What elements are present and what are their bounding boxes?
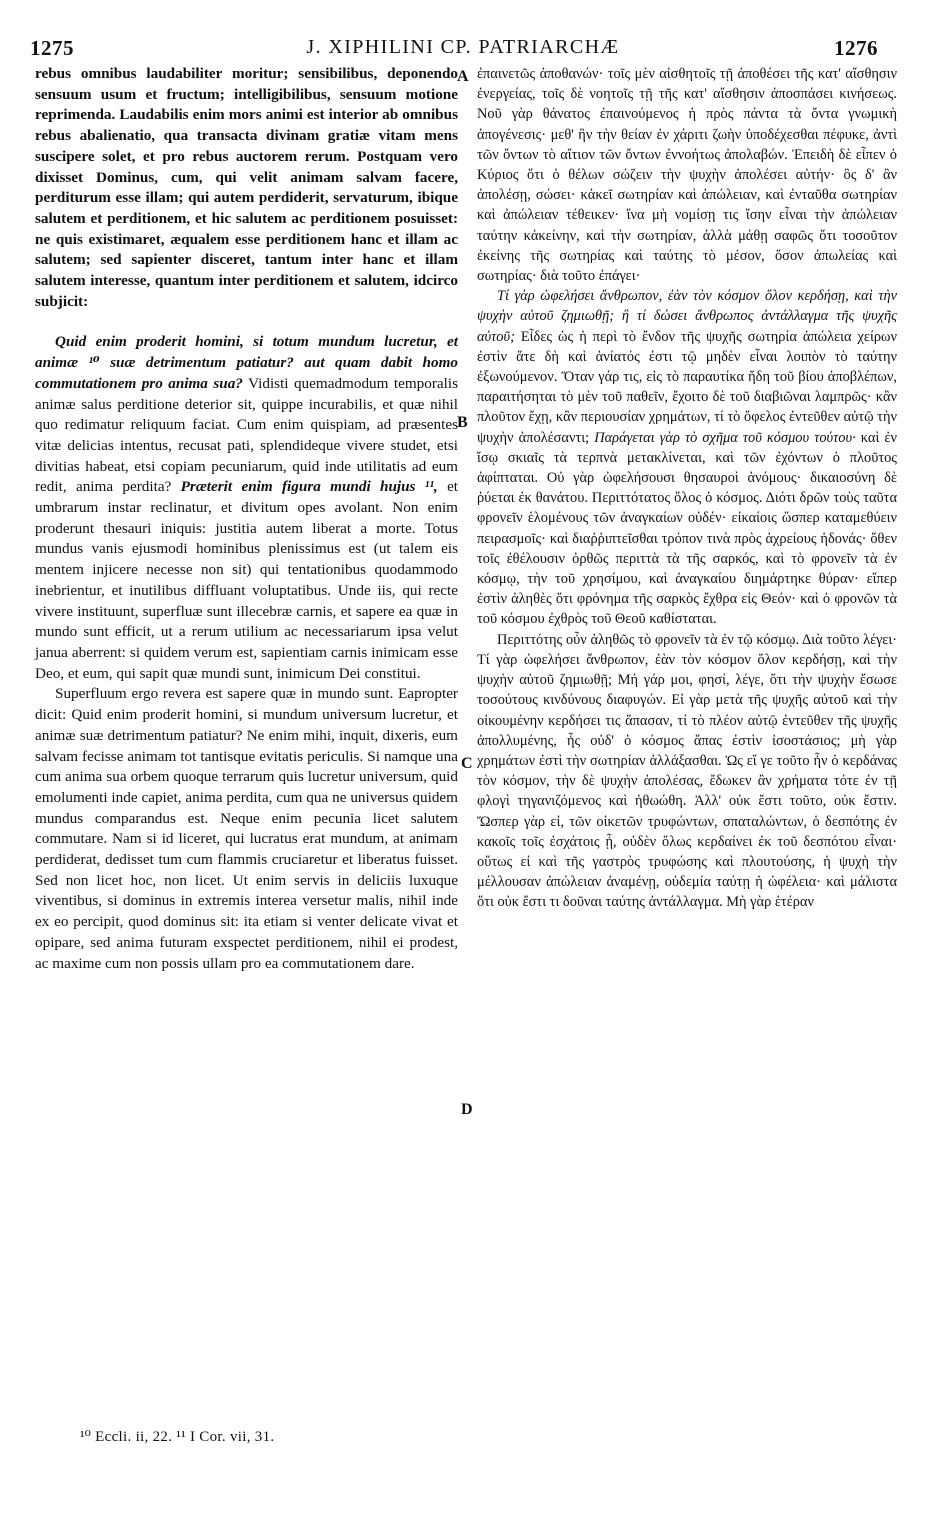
- latin-paragraph-2b: et umbrarum instar reclinatur, et divitum opes avolant. Non enim proderunt thesauri iniquis: justitia autem liberat a morte. Totus mundus vanis ejusmodi hominibus plenissimus est (ut talem eis mentem injicere necesse non sit) qui tentationibus quodammodo inebrientur, et inutilibus diffluant voluptatibus. Unde iis, qui recte vivere instituunt, superfluæ sunt illecebræ carnis, et sapere ea quæ in mundo sunt efficit, ut a rerum utilium ac necessariarum ipsa velut janua aberrent: si quidem verum est, sapientiam carnis inimicam esse Deo, et eum, qui sapit quæ mundi sunt, inimicum Dei constitui.: [35, 478, 459, 682]
- greek-column: [477, 64, 897, 913]
- margin-marker-b: B: [457, 414, 468, 431]
- latin-paragraph-3: Superfluum ergo revera est sapere quæ in mundo sunt. Eapropter dicit: Quid enim proderit homini, si mundum universum lucretur, et animæ suæ detrimentum patiatur? Ne enim mihi, inquit, dixeris, eum salvam fecisse animam tot tantisque evitatis periculis. Si namque una cum anima sua orbem quoque terrarum quis lucretur universum, quid emolumenti inde capiet, anima perdita, cum qua ne universus quidem mundus comparandus est. Neque enim pecunia licet salutem commutare. Nam si id liceret, qui lucratus erat mundum, at animam perdiderat, dedisset tum cum flammis cruciaretur et liberatus fuisset. Sed non licet hoc, non licet. Ut enim servis in deliciis luxuque viventibus, si dominus in extremis interea versetur malis, nihil inde ex eo percipit, quod dominus sit: ita etiam si venter delicate vivat et opipare, sed anima futuram exspectet perditionem, nihil ei prodest, ac maxime cum non possis ullam pro ea commutationem dare.: [35, 685, 458, 972]
- latin-paragraph-1: rebus omnibus laudabiliter moritur; sensibilibus, deponendo sensuum usum et fructum; intelligibilibus, sensuum motione reprimenda. Laudabilis enim mors animi est interior ab omnibus rebus abalienatio, qua transacta divinam gratiæ vitam mens suscipere solet, et pro rebus auctorem rerum. Postquam vero dixisset Dominus, cum, qui velit animam salvam facere, perditurum esse illam; qui autem perdiderit, servaturum, ibique salutem et perditionem, et hic salutem ac perditionem posuisset: ne quis existimaret, æqualem esse perditionem hanc et illam ac salutem; sed sapienter disceret, tantum inter hanc et illam salutem interesse, quantum inter perditionem et salutem, idcirco subjicit:: [35, 65, 458, 310]
- latin-paragraph-2: [35, 332, 458, 684]
- latin-paragraph-2a: Vidisti quemadmodum temporalis animæ salus perditione deterior sit, quippe incurabilis, et quæ nihil quo redimatur reliquum faciat. Cum enim quispiam, ad præsentes vitæ delicias intentus, recusat pati, splendideque vivere studet, etsi divitias habeat, etsi copiam pecuniarum, quid inde utilitatis ad eum redit, anima perdita?: [35, 374, 458, 496]
- greek-paragraph-2b: καὶ ἐν ἴσῳ σκιαῖς τὰ τερπνὰ μετακλίνεται, καὶ τῶν ἐχόντων ὁ πλοῦτος ἀφίπταται. Οὐ γὰρ ὠφελήσουσι θησαυροὶ ἀνόμους· δικαιοσύνη δὲ ῥύεται ἐκ θανάτου. Περιττότατος ὅλος ὁ κόσμος. Διότι δρῶν τοὺς ταῦτα φρονεῖν ἑλομένους τῶν ἀναγκαίων οὐδέν· εἰκαίοις ὥσπερ καταμεθύειν πειρασμοῖς· καὶ διαῤῥιπτεῖσθαι τρόπον τινὰ πρὸς ἀχρείους ἡδονάς· ὅθεν τοῖς ἐθέλουσιν ὀρθῶς περιττὰ τὰ τῆς σαρκός, καὶ τὸ φρονεῖν τὰ ἐν κόσμῳ, τὴν τοῦ χρησίμου, καὶ ἀναγκαίου διημάρτηκε θύραν· εἴπερ ἐστὶν ἀληθὲς ὅτι φρόνημα τῆς σαρκὸς ἔχθρα εἰς Θεόν· καὶ ὁ φρονῶν τὰ τοῦ κόσμου ἐχθρὸς τοῦ Θεοῦ καθίσταται.: [477, 429, 897, 628]
- greek-paragraph-3: Περιττότης οὖν ἀληθῶς τὸ φρονεῖν τὰ ἐν τῷ κόσμῳ. Διὰ τοῦτο λέγει· Τί γὰρ ὠφελήσει ἄνθρωπον, ἐὰν τὸν κόσμον ὅλον κερδήσῃ, καὶ τὴν ψυχὴν αὐτοῦ ζημιωθῇ; Μή γάρ μοι, φησί, λέγε, ὅτι τὴν ψυχὴν ἔσωσε τοσούτους κινδύνους διαφυγών. Εἰ γὰρ μετὰ τῆς ψυχῆς αὐτοῦ καὶ τὴν οἰκουμένην κερδήσει τις ἅπασαν, τί τὸ πλέον αὐτῷ ἐντεῦθεν τῆς ψυχῆς ἀπολλυμένης, ἧς οὐδ' ὁ κόσμος ἅπας ἐστὶν ἰσοστάσιος; μὴ γὰρ χρημάτων ἐστὶ τὴν σωτηρίαν ἀλλάξασθαι. Ὡς εἴ γε τοῦτο ἦν ὁ κερδάνας τὸν κόσμον, τὴν δὲ ψυχὴν ἀπολέσας, ἔδωκεν ἂν χρήματα τότε ἐν τῇ φλογὶ τηγανιζόμενος καὶ ἠθωώθη. Ἀλλ' οὐκ ἔστι τοῦτο, οὐκ ἔστιν. Ὥσπερ γὰρ εἰ, τῶν οἰκετῶν τρυφώντων, σπαταλώντων, ὁ δεσπότης ἐν κακοῖς τοῖς ἐσχάτοις ᾖ, οὐδὲν ὅλως κερδαίνει ἐκ τοῦ δεσπότου εἶναι· οὕτως εἰ καὶ τῆς γαστρὸς τρυφώσης καὶ πλουτούσης, ἡ ψυχὴ τὴν μέλλουσαν ἀπώλειαν ἀναμένῃ, οὐδεμία ταύτῃ ἡ ὠφέλεια· καὶ μάλιστα ὅτι οὐκ ἔστι τι δοῦναι ταύτης ἀντάλλαγμα. Μὴ γὰρ ἑτέραν: [477, 631, 897, 911]
- latin-quote: Quid enim proderit homini, si totum mundum lucretur, et animæ ¹⁰ suæ detrimentum patiatur? aut quam dabit homo commutationem pro anima sua?: [35, 333, 458, 392]
- margin-marker-d: D: [461, 1101, 473, 1118]
- page-header: [30, 36, 896, 62]
- latin-column: [35, 64, 458, 974]
- page-number-left: 1275: [30, 36, 74, 60]
- margin-marker-c: C: [461, 755, 473, 772]
- latin-quote-2: Præterit enim figura mundi hujus ¹¹,: [180, 478, 438, 496]
- page-number-right: 1276: [834, 36, 878, 60]
- greek-paragraph-1: ἐπαινετῶς ἀποθανών· τοῖς μὲν αἰσθητοῖς τῇ ἀποθέσει τῆς κατ' αἴσθησιν ἐνεργείας, τοῖς δὲ νοητοῖς τῇ τῆς κατ' αἴσθησιν ἀποσπάσει κινήσεως. Νοῦ γὰρ θάνατος ἐπαινούμενος ἡ πρὸς πάντα τὰ ὄντα γνωμικὴ ἀπογένεσις· μεθ' ἣν τὴν θείαν ἐν χάριτι ζωὴν ὑποδέχεσθαι πέφυκε, ἀντὶ τῶν ὄντων τὸ αἴτιον τῶν ὄντων ἐννοήτως ἀπολαβών. Ἐπειδὴ δὲ εἶπεν ὁ Κύριος ὅτι ὁ θέλων σώζειν τὴν ψυχὴν ἀπολέσει αὐτήν· ὃς δ' ἂν ἀπολέσῃ, σώσει· κἀκεῖ σωτηρίαν καὶ ἀπώλειαν, καὶ ἐνταῦθα σωτηρίαν καὶ ἀπώλειαν τέθεικεν· ἵνα μὴ νομίσῃ τις ἴσην εἶναι τὴν ἀπώλειαν ταύτην κἀκείνην, καὶ τὴν σωτηρίαν, ἀλλὰ μάθῃ σαφῶς ὅτι τοσοῦτον ἐκείνης τῆς σωτηρίας καὶ ταύτης τὸ μέσον, ὅσον ἀπωλείας καὶ σωτηρίας· διὰ τοῦτο ἐπάγει·: [477, 66, 897, 285]
- greek-paragraph-2a: Εἶδες ὡς ἡ περὶ τὸ ἔνδον τῆς ψυχῆς σωτηρία ἀπώλεια χείρων ἐστὶν ἅτε δὴ καὶ ἀνίατός ἐστι τῷ μηδὲν εἶναι λοιπὸν τὸ ταύτην ἐξωνούμενον. Ὅταν γάρ τις, εἰς τὸ παραυτίκα ἤδη τοῦ βίου ἀποβλέπων, παραιτήσηται τὸ μὲν τοῦ παθεῖν, ἔχοιτο δὲ τοῦ διαβιῶναι λαμπρῶς· κἂν πλοῦτον ἔχῃ, κἂν περιουσίαν χρημάτων, τί τὸ ὄφελος ἐντεῦθεν αὐτῷ τὴν ψυχὴν ἀπολέσαντι;: [477, 328, 897, 446]
- margin-marker-a: A: [457, 68, 469, 85]
- running-title: J. XIPHILINI CP. PATRIARCHÆ: [306, 36, 620, 58]
- greek-quote-2: Παράγεται γὰρ τὸ σχῆμα τοῦ κόσμου τούτου·: [594, 429, 856, 446]
- footnotes: ¹⁰ Eccli. ii, 22. ¹¹ I Cor. vii, 31.: [80, 1429, 275, 1445]
- greek-quote: Τί γὰρ ὠφελήσει ἄνθρωπον, ἐὰν τὸν κόσμον ὅλον κερδήσῃ, καὶ τὴν ψυχὴν αὐτοῦ ζημιωθῇ; ἢ τί δώσει ἄνθρωπος ἀντάλλαγμα τῆς ψυχῆς αὐτοῦ;: [477, 288, 897, 345]
- greek-paragraph-2: [477, 286, 897, 629]
